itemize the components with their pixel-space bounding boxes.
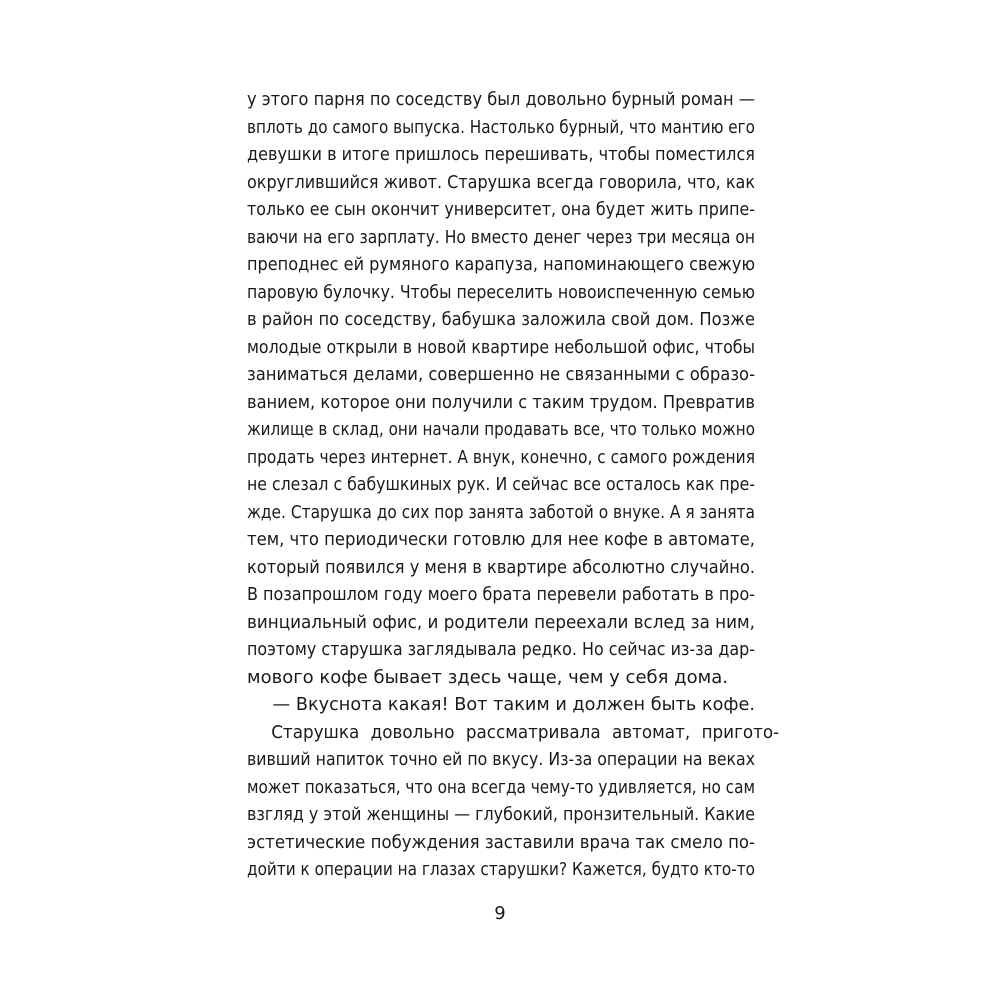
body-text: [247, 86, 780, 884]
text-line: в район по соседству, бабушка заложила свой дом. Позже: [247, 309, 755, 330]
text-line: эстетические побуждения заставили врача так смело по-: [247, 831, 756, 853]
dialogue-line: — Вкуснота какая! Вот таким и должен быть кофе.: [272, 694, 755, 715]
text-line: жилище в склад, они начали продавать все, что только можно: [247, 419, 755, 440]
text-line: ваючи на его зарплату. Но вместо денег через три месяца он: [247, 226, 755, 248]
text-line: ванием, которое они получили с таким трудом. Превратив: [247, 391, 755, 413]
text-line: Старушка довольно рассматривала автомат, пригото-: [271, 721, 780, 743]
text-line: который появился у меня в квартире абсолютно случайно.: [247, 556, 755, 578]
text-line: винциальный офис, и родители переехали вслед за ним,: [247, 611, 755, 633]
text-line: жде. Старушка до сих пор занята заботой о внуке. А я занята: [247, 501, 756, 523]
text-line: дойти к операции на глазах старушки? Кажется, будто кто-то: [247, 859, 756, 880]
text-line: поэтому старушка заглядывала редко. Но сейчас из-за дар-: [247, 639, 756, 660]
text-line: вивший напиток точно ей по вкусу. Из-за операции на веках: [247, 749, 756, 770]
text-line: может показаться, что она всегда чему-то удивляется, но сам: [247, 776, 755, 798]
text-line: взгляд у этой женщины — глубокий, пронзительный. Какие: [247, 804, 756, 825]
text-line: заниматься делами, совершенно не связанными с образо-: [247, 364, 756, 385]
text-line: не слезал с бабушкиных рук. И сейчас все осталось как пре-: [247, 474, 755, 495]
text-line: продать через интернет. А внук, конечно, с самого рождения: [247, 446, 755, 468]
text-line: мового кофе бывает здесь чаще, чем у себя дома.: [247, 666, 728, 688]
text-line: преподнес ей румяного карапуза, напоминающего свежую: [247, 254, 756, 275]
page-number: 9: [494, 903, 506, 924]
text-line: В позапрошлом году моего брата перевели работать в про-: [247, 584, 756, 605]
text-line: у этого парня по соседству был довольно бурный роман —: [247, 89, 756, 110]
text-line: девушки в итоге пришлось перешивать, чтобы поместился: [247, 144, 755, 165]
text-line: вплоть до самого выпуска. Настолько бурный, что мантию его: [247, 116, 756, 138]
text-line: паровую булочку. Чтобы переселить новоиспеченную семью: [247, 281, 756, 303]
text-line: тем, что периодически готовлю для нее кофе в автомате,: [247, 529, 756, 550]
text-line: округлившийся живот. Старушка всегда говорила, что, как: [247, 171, 756, 193]
text-line: только ее сын окончит университет, она будет жить припе-: [247, 199, 756, 220]
text-line: молодые открыли в новой квартире небольшой офис, чтобы: [247, 336, 756, 358]
